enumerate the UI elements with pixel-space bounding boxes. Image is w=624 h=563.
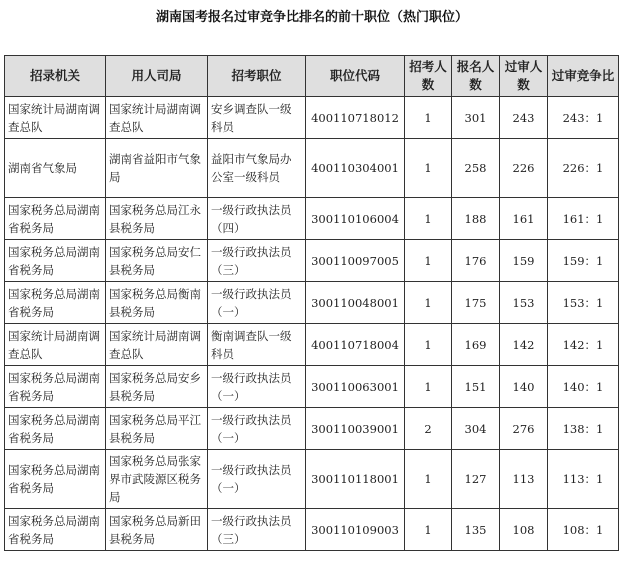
cell-position: 一级行政执法员（一）: [208, 282, 306, 324]
cell-position-code: 300110106004: [306, 198, 405, 240]
cell-competition-ratio: 140：1: [548, 366, 619, 408]
cell-position: 一级行政执法员（一）: [208, 408, 306, 450]
table-row: [5, 408, 619, 450]
header-agency: 招录机关: [5, 56, 106, 97]
cell-position-code: 300110097005: [306, 240, 405, 282]
cell-applicant-count: 169: [452, 324, 500, 366]
cell-approved-count: 243: [500, 97, 548, 139]
header-competition-ratio: 过审竞争比: [548, 56, 619, 97]
table-row: [5, 240, 619, 282]
cell-competition-ratio: 142：1: [548, 324, 619, 366]
cell-recruit-count: 2: [405, 408, 452, 450]
table-header-row: [5, 56, 619, 97]
cell-position: 一级行政执法员（一）: [208, 366, 306, 408]
cell-applicant-count: 135: [452, 509, 500, 551]
cell-department: 湖南省益阳市气象局: [106, 139, 208, 198]
cell-agency: 国家统计局湖南调查总队: [5, 324, 106, 366]
cell-position: 衡南调查队一级科员: [208, 324, 306, 366]
cell-department: 国家税务总局安仁县税务局: [106, 240, 208, 282]
cell-position-code: 300110039001: [306, 408, 405, 450]
header-department: 用人司局: [106, 56, 208, 97]
cell-competition-ratio: 161：1: [548, 198, 619, 240]
cell-department: 国家税务总局安乡县税务局: [106, 366, 208, 408]
table-row: [5, 139, 619, 198]
cell-position-code: 300110048001: [306, 282, 405, 324]
cell-agency: 国家税务总局湖南省税务局: [5, 450, 106, 509]
cell-position-code: 300110118001: [306, 450, 405, 509]
cell-approved-count: 108: [500, 509, 548, 551]
cell-competition-ratio: 153：1: [548, 282, 619, 324]
ranking-table: [4, 55, 619, 551]
cell-approved-count: 142: [500, 324, 548, 366]
cell-approved-count: 161: [500, 198, 548, 240]
cell-agency: 国家税务总局湖南省税务局: [5, 408, 106, 450]
cell-agency: 国家税务总局湖南省税务局: [5, 198, 106, 240]
cell-agency: 国家税务总局湖南省税务局: [5, 509, 106, 551]
cell-agency: 国家税务总局湖南省税务局: [5, 366, 106, 408]
cell-approved-count: 140: [500, 366, 548, 408]
cell-approved-count: 226: [500, 139, 548, 198]
cell-applicant-count: 301: [452, 97, 500, 139]
cell-position: 一级行政执法员（三）: [208, 240, 306, 282]
cell-position-code: 400110718004: [306, 324, 405, 366]
cell-recruit-count: 1: [405, 450, 452, 509]
cell-position-code: 400110304001: [306, 139, 405, 198]
cell-applicant-count: 176: [452, 240, 500, 282]
cell-position-code: 400110718012: [306, 97, 405, 139]
table-row: [5, 282, 619, 324]
cell-recruit-count: 1: [405, 97, 452, 139]
cell-competition-ratio: 159：1: [548, 240, 619, 282]
cell-department: 国家税务总局张家界市武陵源区税务局: [106, 450, 208, 509]
cell-applicant-count: 127: [452, 450, 500, 509]
cell-approved-count: 159: [500, 240, 548, 282]
cell-recruit-count: 1: [405, 139, 452, 198]
cell-position: 益阳市气象局办公室一级科员: [208, 139, 306, 198]
cell-department: 国家税务总局江永县税务局: [106, 198, 208, 240]
cell-applicant-count: 188: [452, 198, 500, 240]
header-approved-count: 过审人数: [500, 56, 548, 97]
table-row: [5, 450, 619, 509]
cell-competition-ratio: 226：1: [548, 139, 619, 198]
cell-recruit-count: 1: [405, 282, 452, 324]
cell-agency: 国家统计局湖南调查总队: [5, 97, 106, 139]
cell-position: 一级行政执法员（三）: [208, 509, 306, 551]
cell-agency: 湖南省气象局: [5, 139, 106, 198]
table-row: [5, 198, 619, 240]
page-title: 湖南国考报名过审竞争比排名的前十职位（热门职位）: [155, 10, 468, 25]
cell-applicant-count: 258: [452, 139, 500, 198]
cell-applicant-count: 175: [452, 282, 500, 324]
header-recruit-count: 招考人数: [405, 56, 452, 97]
table-row: [5, 97, 619, 139]
cell-recruit-count: 1: [405, 324, 452, 366]
cell-department: 国家税务总局平江县税务局: [106, 408, 208, 450]
cell-competition-ratio: 243：1: [548, 97, 619, 139]
table-row: [5, 324, 619, 366]
table-row: [5, 366, 619, 408]
cell-agency: 国家税务总局湖南省税务局: [5, 240, 106, 282]
cell-recruit-count: 1: [405, 366, 452, 408]
cell-applicant-count: 151: [452, 366, 500, 408]
cell-recruit-count: 1: [405, 198, 452, 240]
cell-position: 一级行政执法员（一）: [208, 450, 306, 509]
header-position-code: 职位代码: [306, 56, 405, 97]
cell-approved-count: 113: [500, 450, 548, 509]
table-row: [5, 509, 619, 551]
header-applicant-count: 报名人数: [452, 56, 500, 97]
cell-position-code: 300110109003: [306, 509, 405, 551]
cell-recruit-count: 1: [405, 240, 452, 282]
cell-agency: 国家税务总局湖南省税务局: [5, 282, 106, 324]
cell-department: 国家统计局湖南调查总队: [106, 97, 208, 139]
cell-applicant-count: 304: [452, 408, 500, 450]
cell-position: 安乡调查队一级科员: [208, 97, 306, 139]
cell-department: 国家税务总局新田县税务局: [106, 509, 208, 551]
header-position: 招考职位: [208, 56, 306, 97]
cell-department: 国家税务总局衡南县税务局: [106, 282, 208, 324]
cell-position: 一级行政执法员（四）: [208, 198, 306, 240]
cell-approved-count: 153: [500, 282, 548, 324]
cell-competition-ratio: 138：1: [548, 408, 619, 450]
cell-competition-ratio: 113：1: [548, 450, 619, 509]
cell-recruit-count: 1: [405, 509, 452, 551]
cell-department: 国家统计局湖南调查总队: [106, 324, 208, 366]
cell-position-code: 300110063001: [306, 366, 405, 408]
cell-approved-count: 276: [500, 408, 548, 450]
cell-competition-ratio: 108：1: [548, 509, 619, 551]
